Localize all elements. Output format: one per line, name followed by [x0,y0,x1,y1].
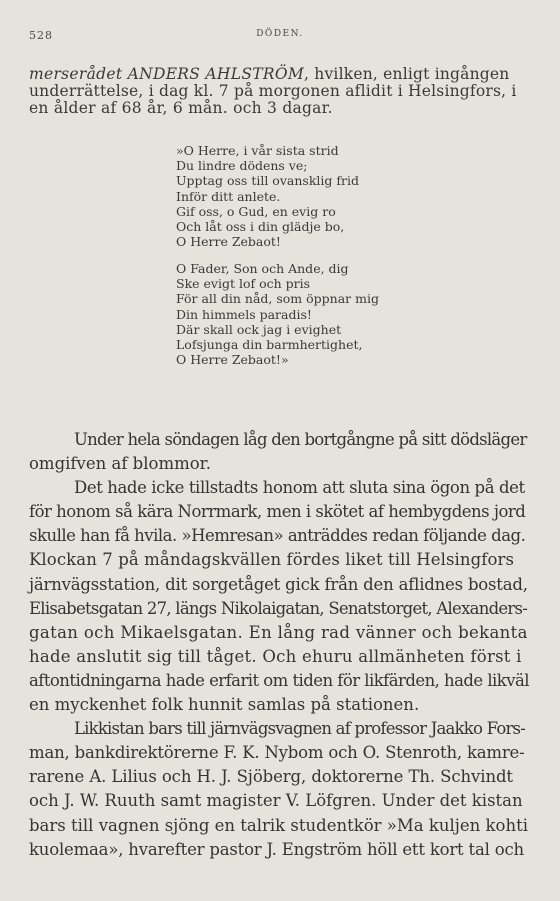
body-line: Under hela söndagen låg den bortgångne på sitt dödsläger [74,430,527,449]
page-number: 528 [29,29,53,42]
poem-line: O Fader, Son och Ande, dig [176,261,349,276]
poem-line: Lofsjunga din barmhertighet, [176,337,363,353]
poem-line: Och låt oss i din glädje bo, [176,219,345,235]
body-line: Likkistan bars till järnvägsvagnen af professor Jaakko Fors- [74,719,525,739]
body-line: aftontidningarna hade erfarit om tiden för likfärden, hade likväl [29,670,530,690]
poem-line: Inför ditt anlete. [176,188,281,204]
body-line: Klockan 7 på måndagskvällen fördes liket till Helsingfors [29,550,515,570]
poem-line: O Herre Zebaot!» [176,352,289,368]
intro-line: underrättelse, i dag kl. 7 på morgonen aflidit i Helsingfors, i [29,82,517,100]
poem-line: För all din nåd, som öppnar mig [176,291,379,307]
body-line: rarene A. Lilius och H. J. Sjöberg, doktorerne Th. Schvindt [29,767,513,787]
poem-stanza-1 [176,143,476,249]
poem-line: Gif oss, o Gud, en evig ro [176,203,336,219]
body-line: Det hade icke tillstadts honom att sluta sina ögon på det [74,478,525,498]
intro-line: en ålder af 68 år, 6 mån. och 3 dagar. [29,99,333,117]
body-line: kuolemaa», hvarefter pastor J. Engström höll ett kort tal och [29,839,524,859]
page-header [29,29,531,47]
poem-line: Upptag oss till ovansklig frid [176,173,359,189]
poem-line: »O Herre, i vår sista strid [176,143,339,158]
body-line: man, bankdirektörerne F. K. Nybom och O. Stenroth, kamre- [29,743,525,763]
body-line: gatan och Mikaelsgatan. En lång rad vänner och bekanta [29,622,528,642]
body-line: järnvägsstation, dit sorgetåget gick från den aflidnes bostad, [29,574,528,594]
body-line: och J. W. Ruuth samt magister V. Löfgren. Under det kistan [29,791,523,811]
body-line: omgifven af blommor. [29,454,211,474]
body-line: för honom så kära Norrmark, men i skötet af hembygdens jord [29,502,526,522]
body-line: Elisabetsgatan 27, längs Nikolaigatan, Senatstorget, Alexanders- [29,598,528,618]
poem-line: Din himmels paradis! [176,306,312,322]
intro-paragraph [29,66,529,117]
poem-line: O Herre Zebaot! [176,234,281,250]
body-line: skulle han få hvila. »Hemresan» anträddes redan följande dag. [29,526,526,546]
intro-italic-name: merserådet ANDERS AHLSTRÖM [29,65,305,83]
running-title: DÖDEN. [256,29,304,39]
poem-stanza-2 [176,261,476,367]
intro-line: merserådet ANDERS AHLSTRÖM, hvilken, enligt ingången [29,65,510,83]
body-line: bars till vagnen sjöng en talrik studentkör »Ma kuljen kohti [29,815,528,835]
poem-line: Där skall ock jag i evighet [176,321,342,337]
poem-line: Du lindre dödens ve; [176,158,308,174]
body-line: en myckenhet folk hunnit samlas på stationen. [29,695,420,715]
poem-line: Ske evigt lof och pris [176,276,311,292]
body-line: hade anslutit sig till tåget. Och ehuru allmänheten först i [29,646,522,666]
body-text [29,428,529,862]
